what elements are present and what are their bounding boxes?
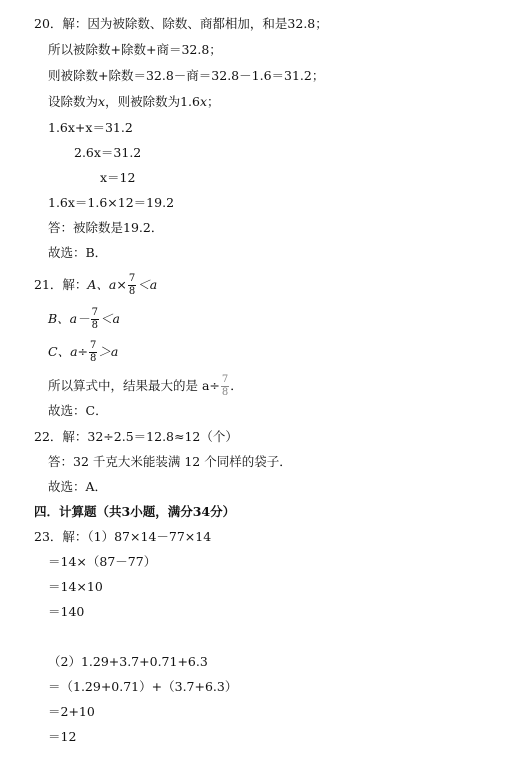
q20-eq4: 1.6x＝1.6×12＝19.2 — [48, 195, 175, 210]
q20-var-x: x — [98, 94, 106, 109]
q21-optA-post: ＜a — [137, 277, 158, 292]
q23-p1-line3: ＝14×10 — [48, 579, 103, 594]
q20-var-x2: x — [199, 94, 208, 109]
frac-den: 8 — [128, 286, 136, 297]
q20-answer: 答：被除数是19.2． — [48, 220, 164, 235]
q23-p1-line4: ＝140 — [48, 604, 85, 619]
q21-label: 21．解： — [34, 277, 88, 292]
q20-line4-b: ，则被除数为1.6 — [105, 94, 200, 109]
q20-line3: 则被除数+除数＝32.8－商＝32.8－1.6＝31.2； — [48, 68, 325, 83]
q20-line1 — [34, 16, 328, 32]
q23-p2-line3: ＝2+10 — [48, 704, 95, 719]
fraction-7-8 — [128, 274, 136, 297]
q23-p1-line2: ＝14×（87－77） — [48, 554, 157, 569]
frac-den: 8 — [221, 387, 229, 398]
q22-label: 22．解： — [34, 429, 88, 444]
q20-eq2: 2.6x＝31.2 — [74, 145, 142, 160]
q22-calc: 32÷2.5＝12.8≈12（个） — [87, 429, 238, 444]
q21-conclusion-post: ． — [230, 378, 243, 393]
frac-den: 8 — [91, 320, 99, 331]
q22-answer: 答：32 千克大米能装满 12 个同样的袋子． — [48, 454, 292, 469]
q21-conclusion-pre: 所以算式中，结果最大的是 a÷ — [48, 378, 220, 393]
q22-line1 — [34, 429, 238, 445]
q22-choice: 故选：A． — [48, 479, 108, 494]
q21-optA — [34, 274, 157, 297]
fraction-7-8 — [221, 375, 229, 398]
q21-optA-pre: A、a× — [87, 277, 127, 292]
fraction-7-8 — [91, 308, 99, 331]
q20-line4-c: ； — [207, 94, 220, 109]
q23-p1-line1: （1）87×14－77×14 — [87, 529, 212, 544]
q20-line2: 所以被除数+除数+商＝32.8； — [48, 42, 222, 57]
q20-eq1: 1.6x+x＝31.2 — [48, 120, 133, 135]
q23-p2-line2: ＝（1.29+0.71）+（3.7+6.3） — [48, 679, 238, 694]
q23-label: 23．解： — [34, 529, 88, 544]
q21-choice: 故选：C． — [48, 403, 108, 418]
q21-optB-post: ＜a — [100, 311, 120, 326]
q20-text1: 因为被除数、除数、商都相加，和是32.8； — [87, 16, 328, 31]
frac-num: 7 — [90, 340, 97, 351]
q21-optC — [48, 341, 118, 364]
q23-p2-line4: ＝12 — [48, 729, 77, 744]
q20-choice: 故选：B． — [48, 245, 108, 260]
q21-optC-pre: C、a÷ — [48, 344, 88, 359]
q20-label: 20．解： — [34, 16, 88, 31]
q20-line4 — [48, 94, 220, 110]
frac-den: 8 — [90, 353, 97, 364]
frac-num: 7 — [91, 307, 99, 318]
q23-p2-line1: （2）1.29+3.7+0.71+6.3 — [48, 654, 208, 669]
q20-eq3: x＝12 — [100, 170, 136, 185]
fraction-7-8 — [89, 341, 97, 364]
frac-num: 7 — [221, 374, 229, 385]
q21-conclusion — [48, 375, 243, 398]
q21-optC-post: ＞a — [98, 344, 119, 359]
q23-line1 — [34, 529, 211, 545]
q20-line4-a: 设除数为 — [48, 94, 99, 109]
q21-optB-pre: B、a－ — [48, 311, 90, 326]
frac-num: 7 — [128, 273, 136, 284]
q21-optB — [48, 308, 120, 331]
section-heading: 四．计算题（共3小题，满分34分） — [34, 504, 236, 519]
